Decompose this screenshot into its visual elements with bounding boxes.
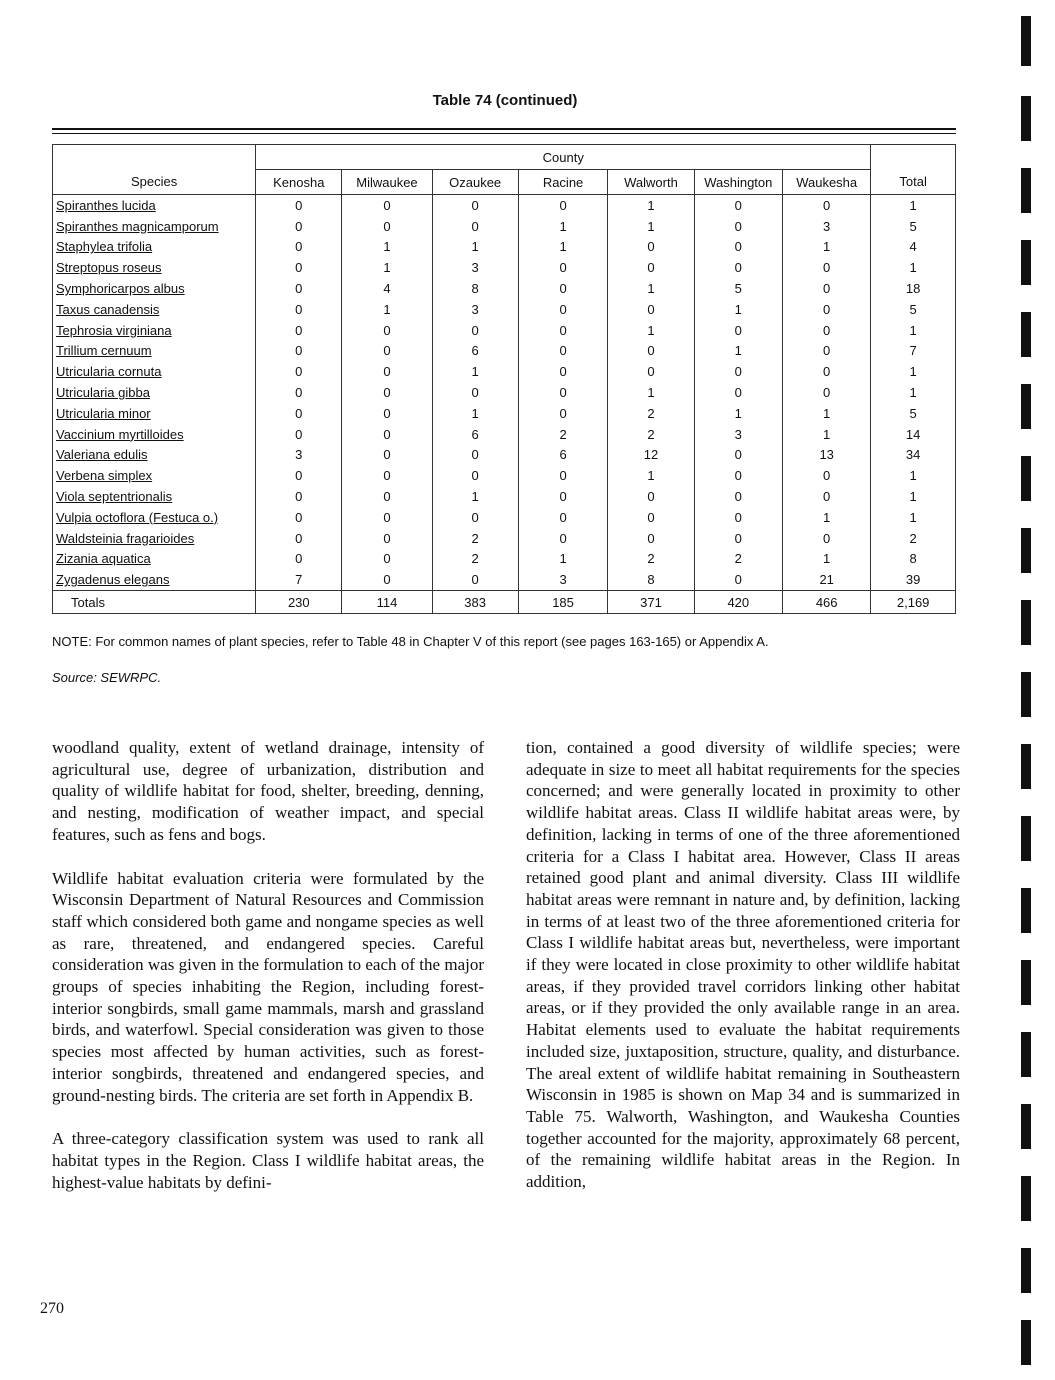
species-name-text: Utricularia gibba: [56, 385, 150, 401]
table-row: [53, 341, 956, 362]
count-cell: 8: [608, 569, 694, 590]
count-cell: 1: [518, 237, 608, 258]
count-cell: 1: [871, 486, 956, 507]
count-cell: 0: [432, 382, 518, 403]
count-cell: 0: [342, 507, 432, 528]
count-cell: 0: [518, 382, 608, 403]
species-name: [53, 341, 256, 362]
count-cell: 0: [783, 361, 871, 382]
count-cell: 0: [342, 528, 432, 549]
count-cell: 0: [608, 507, 694, 528]
species-name-text: Viola septentrionalis: [56, 489, 173, 505]
species-header-spacer: [53, 145, 256, 170]
totals-row: [53, 591, 956, 614]
count-cell: 0: [783, 528, 871, 549]
count-cell: 0: [694, 507, 782, 528]
count-cell: 0: [342, 341, 432, 362]
scan-edge-mark: [1021, 456, 1031, 501]
species-name-text: Verbena simplex: [56, 468, 153, 484]
scan-edge-mark: [1021, 1320, 1031, 1365]
column-header: Walworth: [608, 170, 694, 195]
count-cell: 383: [432, 591, 518, 614]
count-cell: 0: [608, 361, 694, 382]
count-cell: 0: [694, 569, 782, 590]
species-name: [53, 403, 256, 424]
count-cell: 1: [694, 341, 782, 362]
species-name-text: Vaccinium myrtilloides: [56, 426, 184, 442]
count-cell: 0: [432, 465, 518, 486]
species-name: [53, 528, 256, 549]
column-header: Milwaukee: [342, 170, 432, 195]
table-row: [53, 382, 956, 403]
count-cell: 1: [432, 237, 518, 258]
count-cell: 0: [783, 465, 871, 486]
count-cell: 0: [694, 445, 782, 466]
count-cell: 1: [694, 403, 782, 424]
species-name-text: Valeriana edulis: [56, 447, 148, 463]
count-cell: 0: [256, 382, 342, 403]
count-cell: 1: [342, 237, 432, 258]
count-cell: 13: [783, 445, 871, 466]
count-cell: 0: [342, 424, 432, 445]
count-cell: 0: [256, 361, 342, 382]
count-cell: 34: [871, 445, 956, 466]
count-cell: 3: [432, 257, 518, 278]
count-cell: 0: [694, 195, 782, 216]
table-row: [53, 361, 956, 382]
species-name-text: Zizania aquatica: [56, 551, 151, 567]
count-cell: 0: [518, 257, 608, 278]
count-cell: 0: [256, 424, 342, 445]
count-cell: 0: [342, 486, 432, 507]
count-cell: 0: [256, 299, 342, 320]
count-cell: 1: [871, 195, 956, 216]
count-cell: 114: [342, 591, 432, 614]
scan-edge-mark: [1021, 960, 1031, 1005]
count-cell: 0: [342, 216, 432, 237]
count-cell: 0: [783, 278, 871, 299]
table-row: [53, 528, 956, 549]
scan-edge-mark: [1021, 384, 1031, 429]
scan-edge-mark: [1021, 168, 1031, 213]
species-name: [53, 278, 256, 299]
count-cell: 21: [783, 569, 871, 590]
species-name-text: Staphylea trifolia: [56, 239, 153, 255]
count-cell: 4: [871, 237, 956, 258]
count-cell: 2: [694, 549, 782, 570]
species-name: [53, 382, 256, 403]
table-row: [53, 465, 956, 486]
species-name: [53, 320, 256, 341]
count-cell: 1: [871, 465, 956, 486]
count-cell: 3: [783, 216, 871, 237]
count-cell: 0: [608, 528, 694, 549]
count-cell: 0: [694, 486, 782, 507]
scan-edge-mark: [1021, 16, 1031, 66]
species-name: [53, 569, 256, 590]
column-header: Total: [871, 170, 956, 195]
count-cell: 0: [608, 341, 694, 362]
count-cell: 7: [256, 569, 342, 590]
count-cell: 0: [518, 361, 608, 382]
count-cell: 0: [783, 382, 871, 403]
count-cell: 0: [608, 237, 694, 258]
column-header: Racine: [518, 170, 608, 195]
count-cell: 1: [432, 361, 518, 382]
count-cell: 1: [518, 549, 608, 570]
species-name-text: Spiranthes magnicamporum: [56, 218, 219, 234]
scan-edge-mark: [1021, 816, 1031, 861]
table-row: [53, 549, 956, 570]
count-cell: 0: [256, 216, 342, 237]
table-row: [53, 237, 956, 258]
count-cell: 0: [694, 237, 782, 258]
count-cell: 2: [518, 424, 608, 445]
column-header: Waukesha: [783, 170, 871, 195]
count-cell: 0: [783, 195, 871, 216]
count-cell: 4: [342, 278, 432, 299]
count-cell: 0: [256, 403, 342, 424]
count-cell: 0: [518, 403, 608, 424]
table-row: [53, 445, 956, 466]
body-right-column: [526, 737, 960, 1215]
scan-edge-mark: [1021, 528, 1031, 573]
count-cell: 1: [342, 299, 432, 320]
count-cell: 0: [608, 257, 694, 278]
count-cell: 0: [256, 195, 342, 216]
table-note: NOTE: For common names of plant species, refer to Table 48 in Chapter V of this report (see pages 163-165) or Appendix A.: [52, 634, 769, 649]
paragraph: tion, contained a good diversity of wildlife species; were adequate in size to meet all habitat requirements for the species concerned; and were generally located in proximity to other wildlife habitat areas. Class II wildlife habitat areas were, by definition, lacking in terms of one of the three aforementioned criteria for a Class I habitat area. However, Class II areas retained good plant and animal diversity. Class III wildlife habitat areas were remnant in nature and, by definition, lacking in terms of at least two of the three aforementioned criteria for Class I wildlife habitat areas but, nevertheless, were important if they were located in close proximity to other wildlife habitat areas, if they provided travel corridors linking other habitat areas, or if they provided the only available range in an area. Habitat elements used to evaluate the habitat requirements included size, juxtaposition, structure, quality, and disturbance. The areal extent of wildlife habitat remaining in Southeastern Wisconsin in 1985 is shown on Map 34 and is summarized in Table 75. Walworth, Washington, and Waukesha Counties together accounted for the majority, approximately 68 percent, of the remaining wildlife habitat areas in the Region. In addition,: [526, 738, 960, 1192]
table-row: [53, 278, 956, 299]
count-cell: 1: [342, 257, 432, 278]
species-name-text: Zygadenus elegans: [56, 572, 170, 588]
count-cell: 3: [518, 569, 608, 590]
count-cell: 0: [783, 341, 871, 362]
count-cell: 2,169: [871, 591, 956, 614]
scan-edge-mark: [1021, 96, 1031, 141]
page-number: 270: [40, 1300, 64, 1317]
count-cell: 2: [608, 549, 694, 570]
count-cell: 0: [256, 465, 342, 486]
count-cell: 0: [608, 299, 694, 320]
species-name: [53, 299, 256, 320]
body-left-column: [52, 737, 484, 1215]
count-cell: 0: [518, 528, 608, 549]
count-cell: 0: [783, 486, 871, 507]
count-cell: 8: [432, 278, 518, 299]
count-cell: 1: [608, 320, 694, 341]
paragraph: woodland quality, extent of wetland drainage, intensity of agricultural use, degree of urbanization, distribution and quality of wildlife habitat for food, shelter, breeding, denning, and nesting, modification of weather impact, and special features, such as fens and bogs.: [52, 738, 484, 844]
totals-label: Totals: [53, 591, 256, 614]
count-cell: 230: [256, 591, 342, 614]
count-cell: 0: [256, 237, 342, 258]
count-cell: 0: [518, 507, 608, 528]
table-row: [53, 257, 956, 278]
count-cell: 14: [871, 424, 956, 445]
count-cell: 0: [518, 341, 608, 362]
species-name: [53, 465, 256, 486]
title-rule: [52, 128, 956, 130]
count-cell: 1: [608, 278, 694, 299]
species-column-header: Species: [53, 170, 256, 195]
count-cell: 0: [342, 445, 432, 466]
species-name-text: Taxus canadensis: [56, 301, 160, 317]
count-cell: 0: [256, 320, 342, 341]
count-cell: 5: [871, 216, 956, 237]
scan-edge-mark: [1021, 1032, 1031, 1077]
count-cell: 420: [694, 591, 782, 614]
count-cell: 0: [256, 528, 342, 549]
count-cell: 0: [694, 257, 782, 278]
species-name: [53, 445, 256, 466]
count-cell: 2: [432, 549, 518, 570]
species-name: [53, 216, 256, 237]
count-cell: 0: [783, 257, 871, 278]
species-name: [53, 507, 256, 528]
count-cell: 1: [783, 403, 871, 424]
table-row: [53, 195, 956, 216]
species-name-text: Spiranthes lucida: [56, 197, 156, 213]
count-cell: 1: [783, 549, 871, 570]
species-name: [53, 195, 256, 216]
count-cell: 5: [694, 278, 782, 299]
species-name-text: Symphoricarpos albus: [56, 281, 185, 297]
count-cell: 1: [871, 507, 956, 528]
count-cell: 1: [608, 216, 694, 237]
count-cell: 5: [871, 299, 956, 320]
count-cell: 0: [342, 361, 432, 382]
table-row: [53, 507, 956, 528]
count-cell: 0: [518, 486, 608, 507]
count-cell: 0: [783, 299, 871, 320]
column-header: Ozaukee: [432, 170, 518, 195]
count-cell: 371: [608, 591, 694, 614]
count-cell: 18: [871, 278, 956, 299]
scan-edge-mark: [1021, 1248, 1031, 1293]
count-cell: 1: [871, 257, 956, 278]
table-source: Source: SEWRPC.: [52, 670, 162, 685]
count-cell: 0: [342, 382, 432, 403]
count-cell: 0: [342, 195, 432, 216]
count-cell: 1: [694, 299, 782, 320]
table-row: [53, 299, 956, 320]
count-cell: 2: [871, 528, 956, 549]
count-cell: 1: [871, 361, 956, 382]
count-cell: 6: [518, 445, 608, 466]
scan-edge-mark: [1021, 240, 1031, 285]
species-table: [52, 144, 956, 614]
table-row: [53, 216, 956, 237]
species-name-text: Trillium cernuum: [56, 343, 152, 359]
count-cell: 0: [518, 299, 608, 320]
species-name: [53, 237, 256, 258]
species-name-text: Utricularia cornuta: [56, 364, 162, 380]
count-cell: 0: [256, 257, 342, 278]
count-cell: 0: [694, 216, 782, 237]
species-name-text: Waldsteinia fragarioides: [56, 530, 195, 546]
count-cell: 466: [783, 591, 871, 614]
species-name: [53, 257, 256, 278]
count-cell: 0: [783, 320, 871, 341]
count-cell: 0: [432, 445, 518, 466]
count-cell: 0: [256, 486, 342, 507]
table-title: Table 74 (continued): [432, 92, 578, 109]
count-cell: 2: [432, 528, 518, 549]
count-cell: 1: [783, 424, 871, 445]
count-cell: 2: [608, 424, 694, 445]
count-cell: 0: [432, 569, 518, 590]
species-name-text: Tephrosia virginiana: [56, 322, 172, 338]
scan-edge-mark: [1021, 888, 1031, 933]
species-name: [53, 361, 256, 382]
count-cell: 3: [432, 299, 518, 320]
count-cell: 0: [694, 361, 782, 382]
column-header: Washington: [694, 170, 782, 195]
count-cell: 8: [871, 549, 956, 570]
count-cell: 1: [608, 195, 694, 216]
count-cell: 0: [518, 320, 608, 341]
species-name-text: Vulpia octoflora (Festuca o.): [56, 509, 219, 525]
count-cell: 0: [342, 320, 432, 341]
count-cell: 7: [871, 341, 956, 362]
paragraph: Wildlife habitat evaluation criteria were formulated by the Wisconsin Department of Natural Resources and Commission staff which considered both game and nongame species as well as rare, threatened, and endangered species. Careful consideration was given in the formulation to each of the major groups of species inhabiting the Region, including forest-interior songbirds, small game mammals, marsh and grassland birds, and waterfowl. Special consideration was given to those species most affected by human activities, such as forest-interior songbirds, threatened and endangered species, and ground-nesting birds. The criteria are set forth in Appendix B.: [52, 868, 484, 1105]
count-cell: 1: [783, 507, 871, 528]
species-name: [53, 424, 256, 445]
count-cell: 0: [518, 195, 608, 216]
count-cell: 0: [518, 465, 608, 486]
title-rule-thin: [52, 133, 956, 134]
count-cell: 12: [608, 445, 694, 466]
county-header: County: [256, 145, 871, 170]
species-name: [53, 486, 256, 507]
species-name-text: Streptopus roseus: [56, 260, 162, 276]
count-cell: 0: [432, 507, 518, 528]
scan-edge-mark: [1021, 1176, 1031, 1221]
table-row: [53, 424, 956, 445]
count-cell: 0: [694, 528, 782, 549]
count-cell: 0: [342, 569, 432, 590]
table-row: [53, 486, 956, 507]
count-cell: 0: [694, 320, 782, 341]
count-cell: 0: [518, 278, 608, 299]
count-cell: 0: [256, 341, 342, 362]
count-cell: 6: [432, 424, 518, 445]
count-cell: 0: [342, 403, 432, 424]
count-cell: 0: [432, 195, 518, 216]
count-cell: 3: [256, 445, 342, 466]
count-cell: 1: [432, 486, 518, 507]
table-row: [53, 403, 956, 424]
count-cell: 1: [432, 403, 518, 424]
species-name: [53, 549, 256, 570]
count-cell: 0: [694, 382, 782, 403]
count-cell: 39: [871, 569, 956, 590]
scan-edge-mark: [1021, 1104, 1031, 1149]
count-cell: 0: [342, 465, 432, 486]
count-cell: 2: [608, 403, 694, 424]
scan-edge-mark: [1021, 744, 1031, 789]
total-header-spacer: [871, 145, 956, 170]
count-cell: 1: [871, 382, 956, 403]
count-cell: 1: [518, 216, 608, 237]
column-header: Kenosha: [256, 170, 342, 195]
scan-edge-mark: [1021, 312, 1031, 357]
count-cell: 185: [518, 591, 608, 614]
scan-edge-mark: [1021, 672, 1031, 717]
table-row: [53, 569, 956, 590]
count-cell: 1: [608, 465, 694, 486]
count-cell: 5: [871, 403, 956, 424]
count-cell: 0: [432, 320, 518, 341]
scan-edge-mark: [1021, 600, 1031, 645]
count-cell: 0: [694, 465, 782, 486]
paragraph: A three-category classification system was used to rank all habitat types in the Region. Class I wildlife habitat areas, the highest-value habitats by defini-: [52, 1129, 484, 1192]
species-name-text: Utricularia minor: [56, 405, 151, 421]
count-cell: 1: [871, 320, 956, 341]
count-cell: 0: [256, 507, 342, 528]
count-cell: 0: [432, 216, 518, 237]
table-row: [53, 320, 956, 341]
count-cell: 3: [694, 424, 782, 445]
count-cell: 0: [256, 549, 342, 570]
count-cell: 1: [608, 382, 694, 403]
count-cell: 0: [608, 486, 694, 507]
count-cell: 0: [342, 549, 432, 570]
count-cell: 6: [432, 341, 518, 362]
count-cell: 0: [256, 278, 342, 299]
count-cell: 1: [783, 237, 871, 258]
